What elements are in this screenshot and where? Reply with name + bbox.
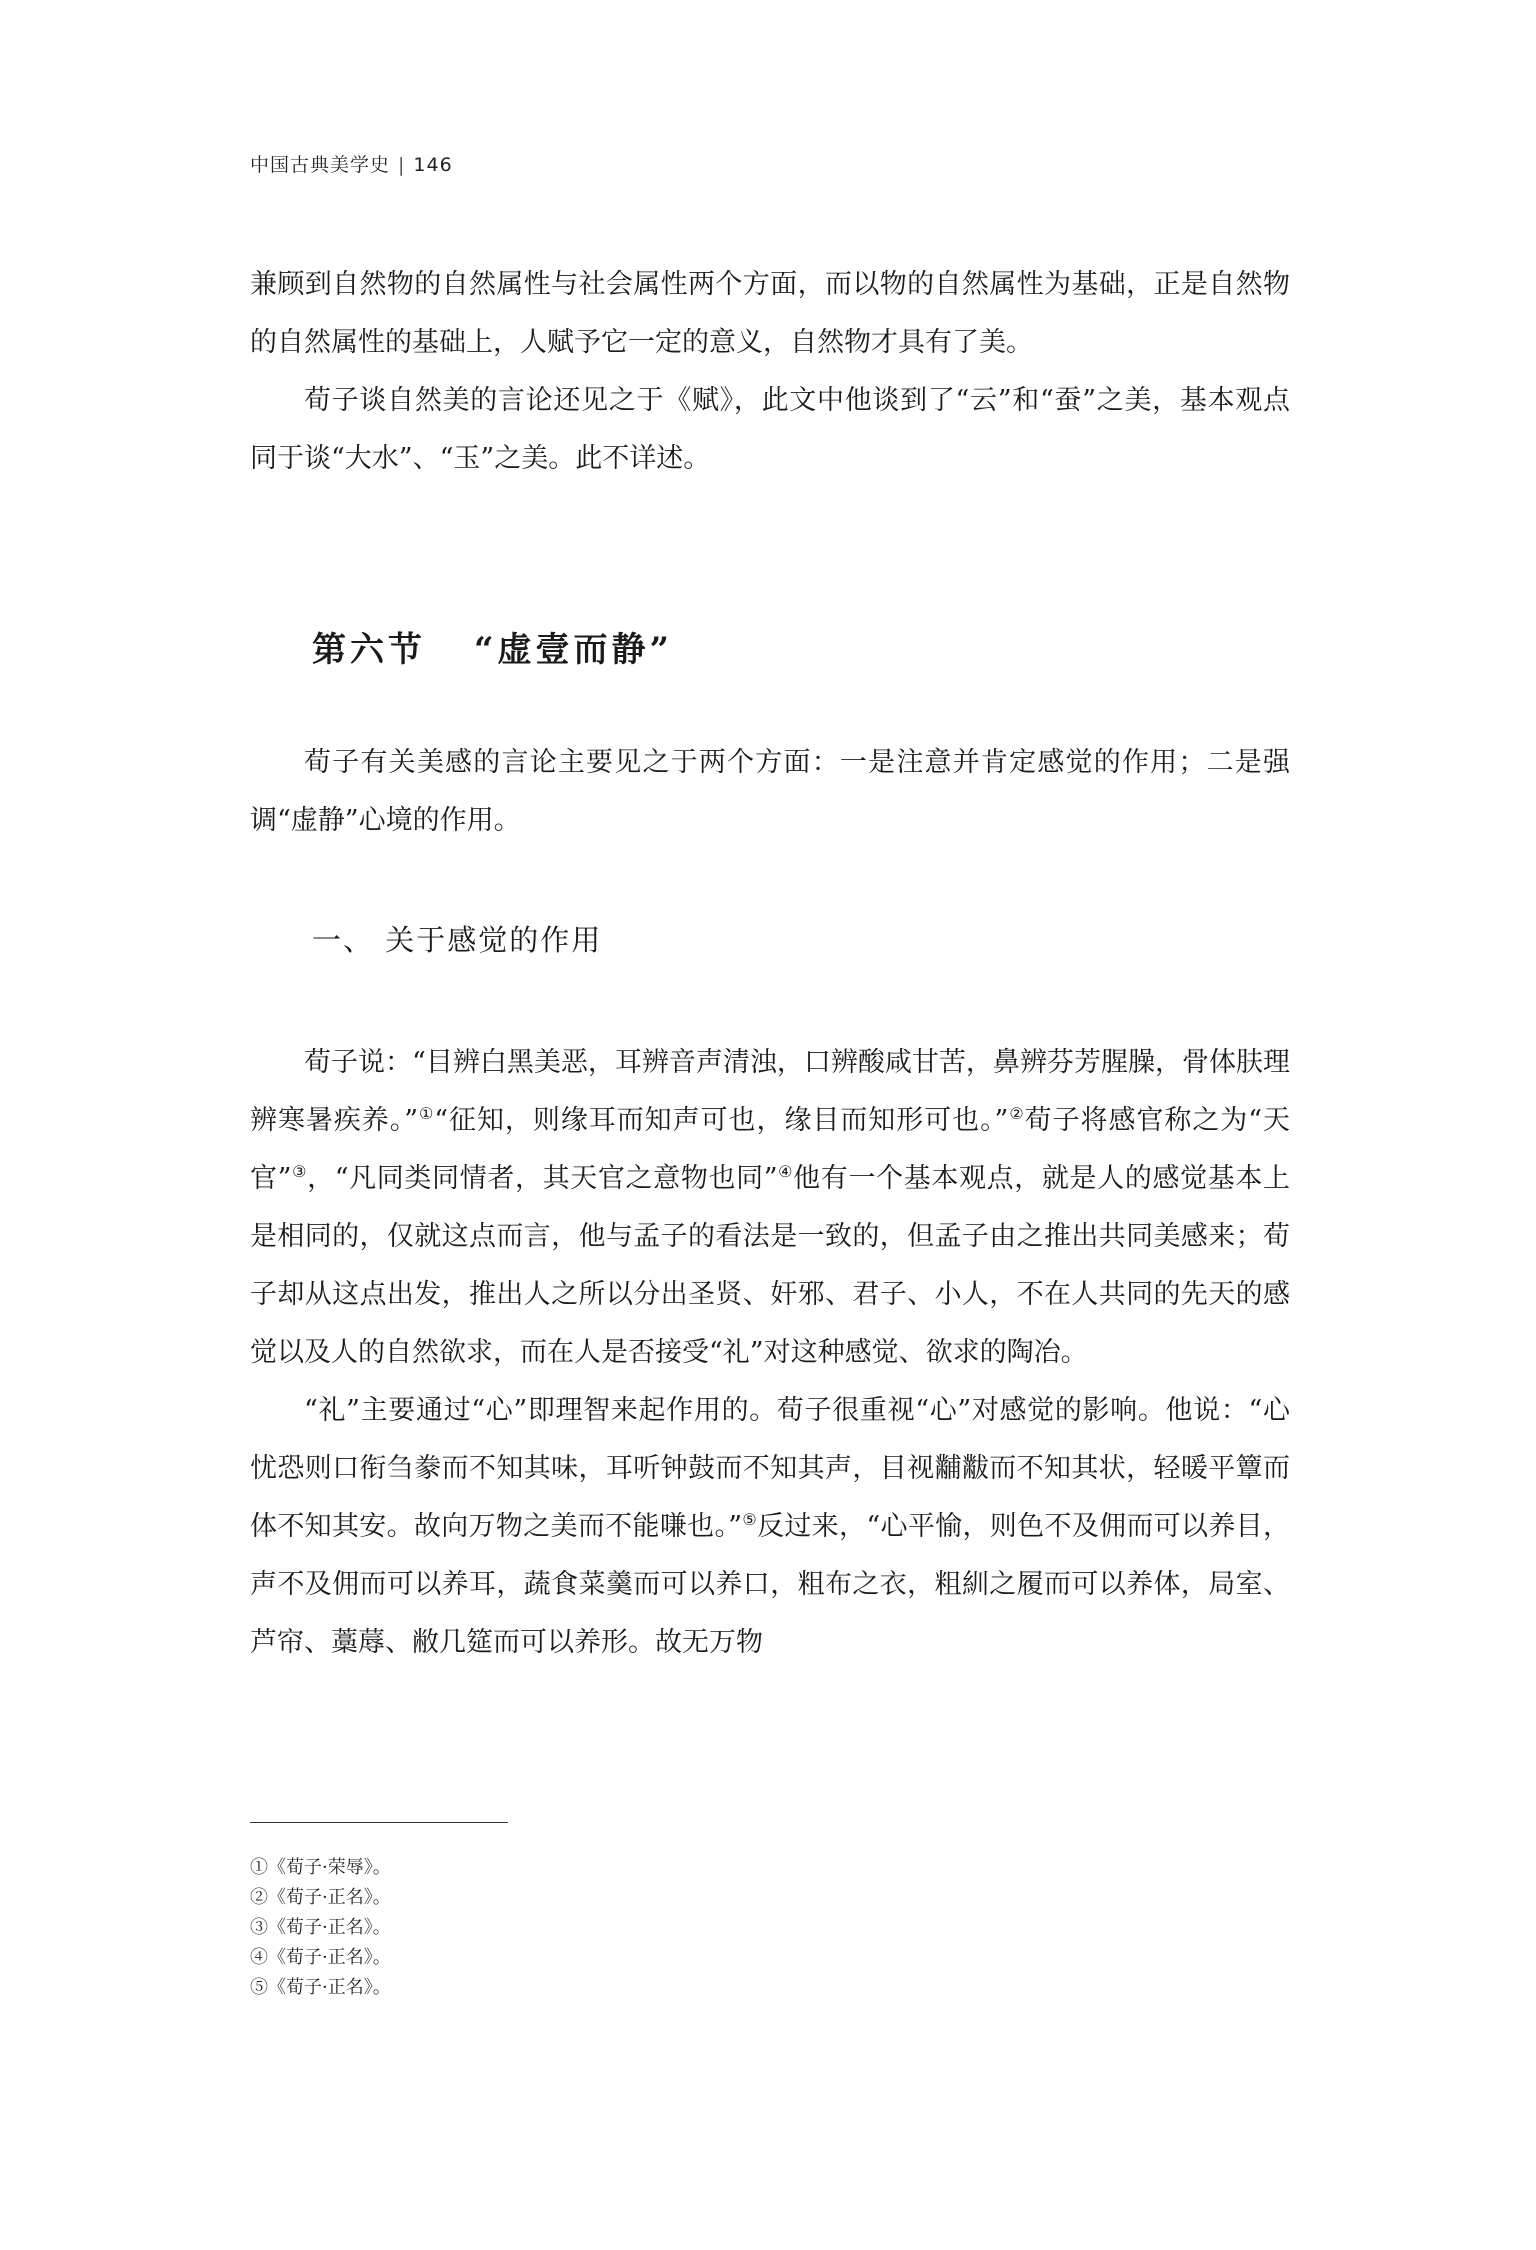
text-run: 反过来，“心平愉，则色不及佣而可以养目，声不及佣而可以养耳，蔬食菜羹而可以养口，粗布之衣，粗紃之履而可以养体，局室、芦帘、藁蓐、敝几筵而可以养形。故无万物: [250, 1511, 1291, 1658]
running-header: [250, 150, 453, 177]
footnote-ref[interactable]: ④: [777, 1162, 794, 1181]
header-separator: |: [398, 154, 406, 176]
section-heading: [312, 622, 673, 671]
section-intro-paragraph: 荀子有关美感的言论主要见之于两个方面：一是注意并肯定感觉的作用；二是强调“虚静”心境的作用。: [250, 747, 1290, 836]
paragraph: [250, 1034, 1290, 1382]
book-title: 中国古典美学史: [250, 154, 391, 176]
footnote: ①《荀子·荣辱》。: [250, 1857, 391, 1878]
paragraph: [250, 1382, 1290, 1672]
footnote-ref[interactable]: ①: [418, 1104, 435, 1123]
footnote-ref[interactable]: ②: [1008, 1104, 1025, 1123]
paragraph: 兼顾到自然物的自然属性与社会属性两个方面，而以物的自然属性为基础，正是自然物的自然属性的基础上，人赋予它一定的意义，自然物才具有了美。: [250, 269, 1290, 358]
footnotes: [250, 1853, 391, 2003]
footnote-ref[interactable]: ⑤: [742, 1510, 758, 1529]
subsection-heading: 一、 关于感觉的作用: [312, 923, 603, 957]
text-run: ，“凡同类同情者，其天官之意物也同”: [307, 1163, 778, 1194]
section-intro-block: [250, 734, 1290, 850]
page-number: 146: [413, 154, 453, 176]
text-run: 荀子说：“目辨白黑美恶，耳辨音声清浊，口辨酸咸甘苦，鼻辨芬芳腥臊，骨体肤理辨寒暑疾养。”: [250, 1047, 1290, 1136]
footnote: ⑤《荀子·正名》。: [250, 1977, 391, 1998]
text-run: 他有一个基本观点，就是人的感觉基本上是相同的，仅就这点而言，他与孟子的看法是一致的，但孟子由之推出共同美感来；荀子却从这点出发，推出人之所以分出圣贤、奸邪、君子、小人，不在人共同的先天的感觉以及人的自然欲求，而在人是否接受“礼”对这种感觉、欲求的陶冶。: [250, 1163, 1291, 1368]
text-run: 荀子将感官称之为“天官”: [250, 1105, 1290, 1194]
footnote: ②《荀子·正名》。: [250, 1887, 391, 1908]
section-number: 第六节: [312, 630, 426, 670]
footnote-divider: [250, 1822, 508, 1823]
text-run: “礼”主要通过“心”即理智来起作用的。荀子很重视“心”对感觉的影响。他说：“心忧恐则口衔刍豢而不知其味，耳听钟鼓而不知其声，目视黼黻而不知其状，轻暖平簟而体不知其安。故向万物之美而不能嗛也。”: [250, 1395, 1290, 1542]
footnote: ④《荀子·正名》。: [250, 1947, 391, 1968]
footnote: ③《荀子·正名》。: [250, 1917, 391, 1938]
footnote-ref[interactable]: ③: [291, 1162, 308, 1181]
section-title: “虚壹而静”: [474, 630, 674, 670]
text-run: “征知，则缘耳而知声可也，缘目而知形可也。”: [434, 1105, 1009, 1136]
text-block-main: [250, 1034, 1290, 1672]
paragraph: 荀子谈自然美的言论还见之于《赋》，此文中他谈到了“云”和“蚕”之美，基本观点同于谈“大水”、“玉”之美。此不详述。: [250, 385, 1290, 474]
text-block-top: [250, 256, 1290, 488]
